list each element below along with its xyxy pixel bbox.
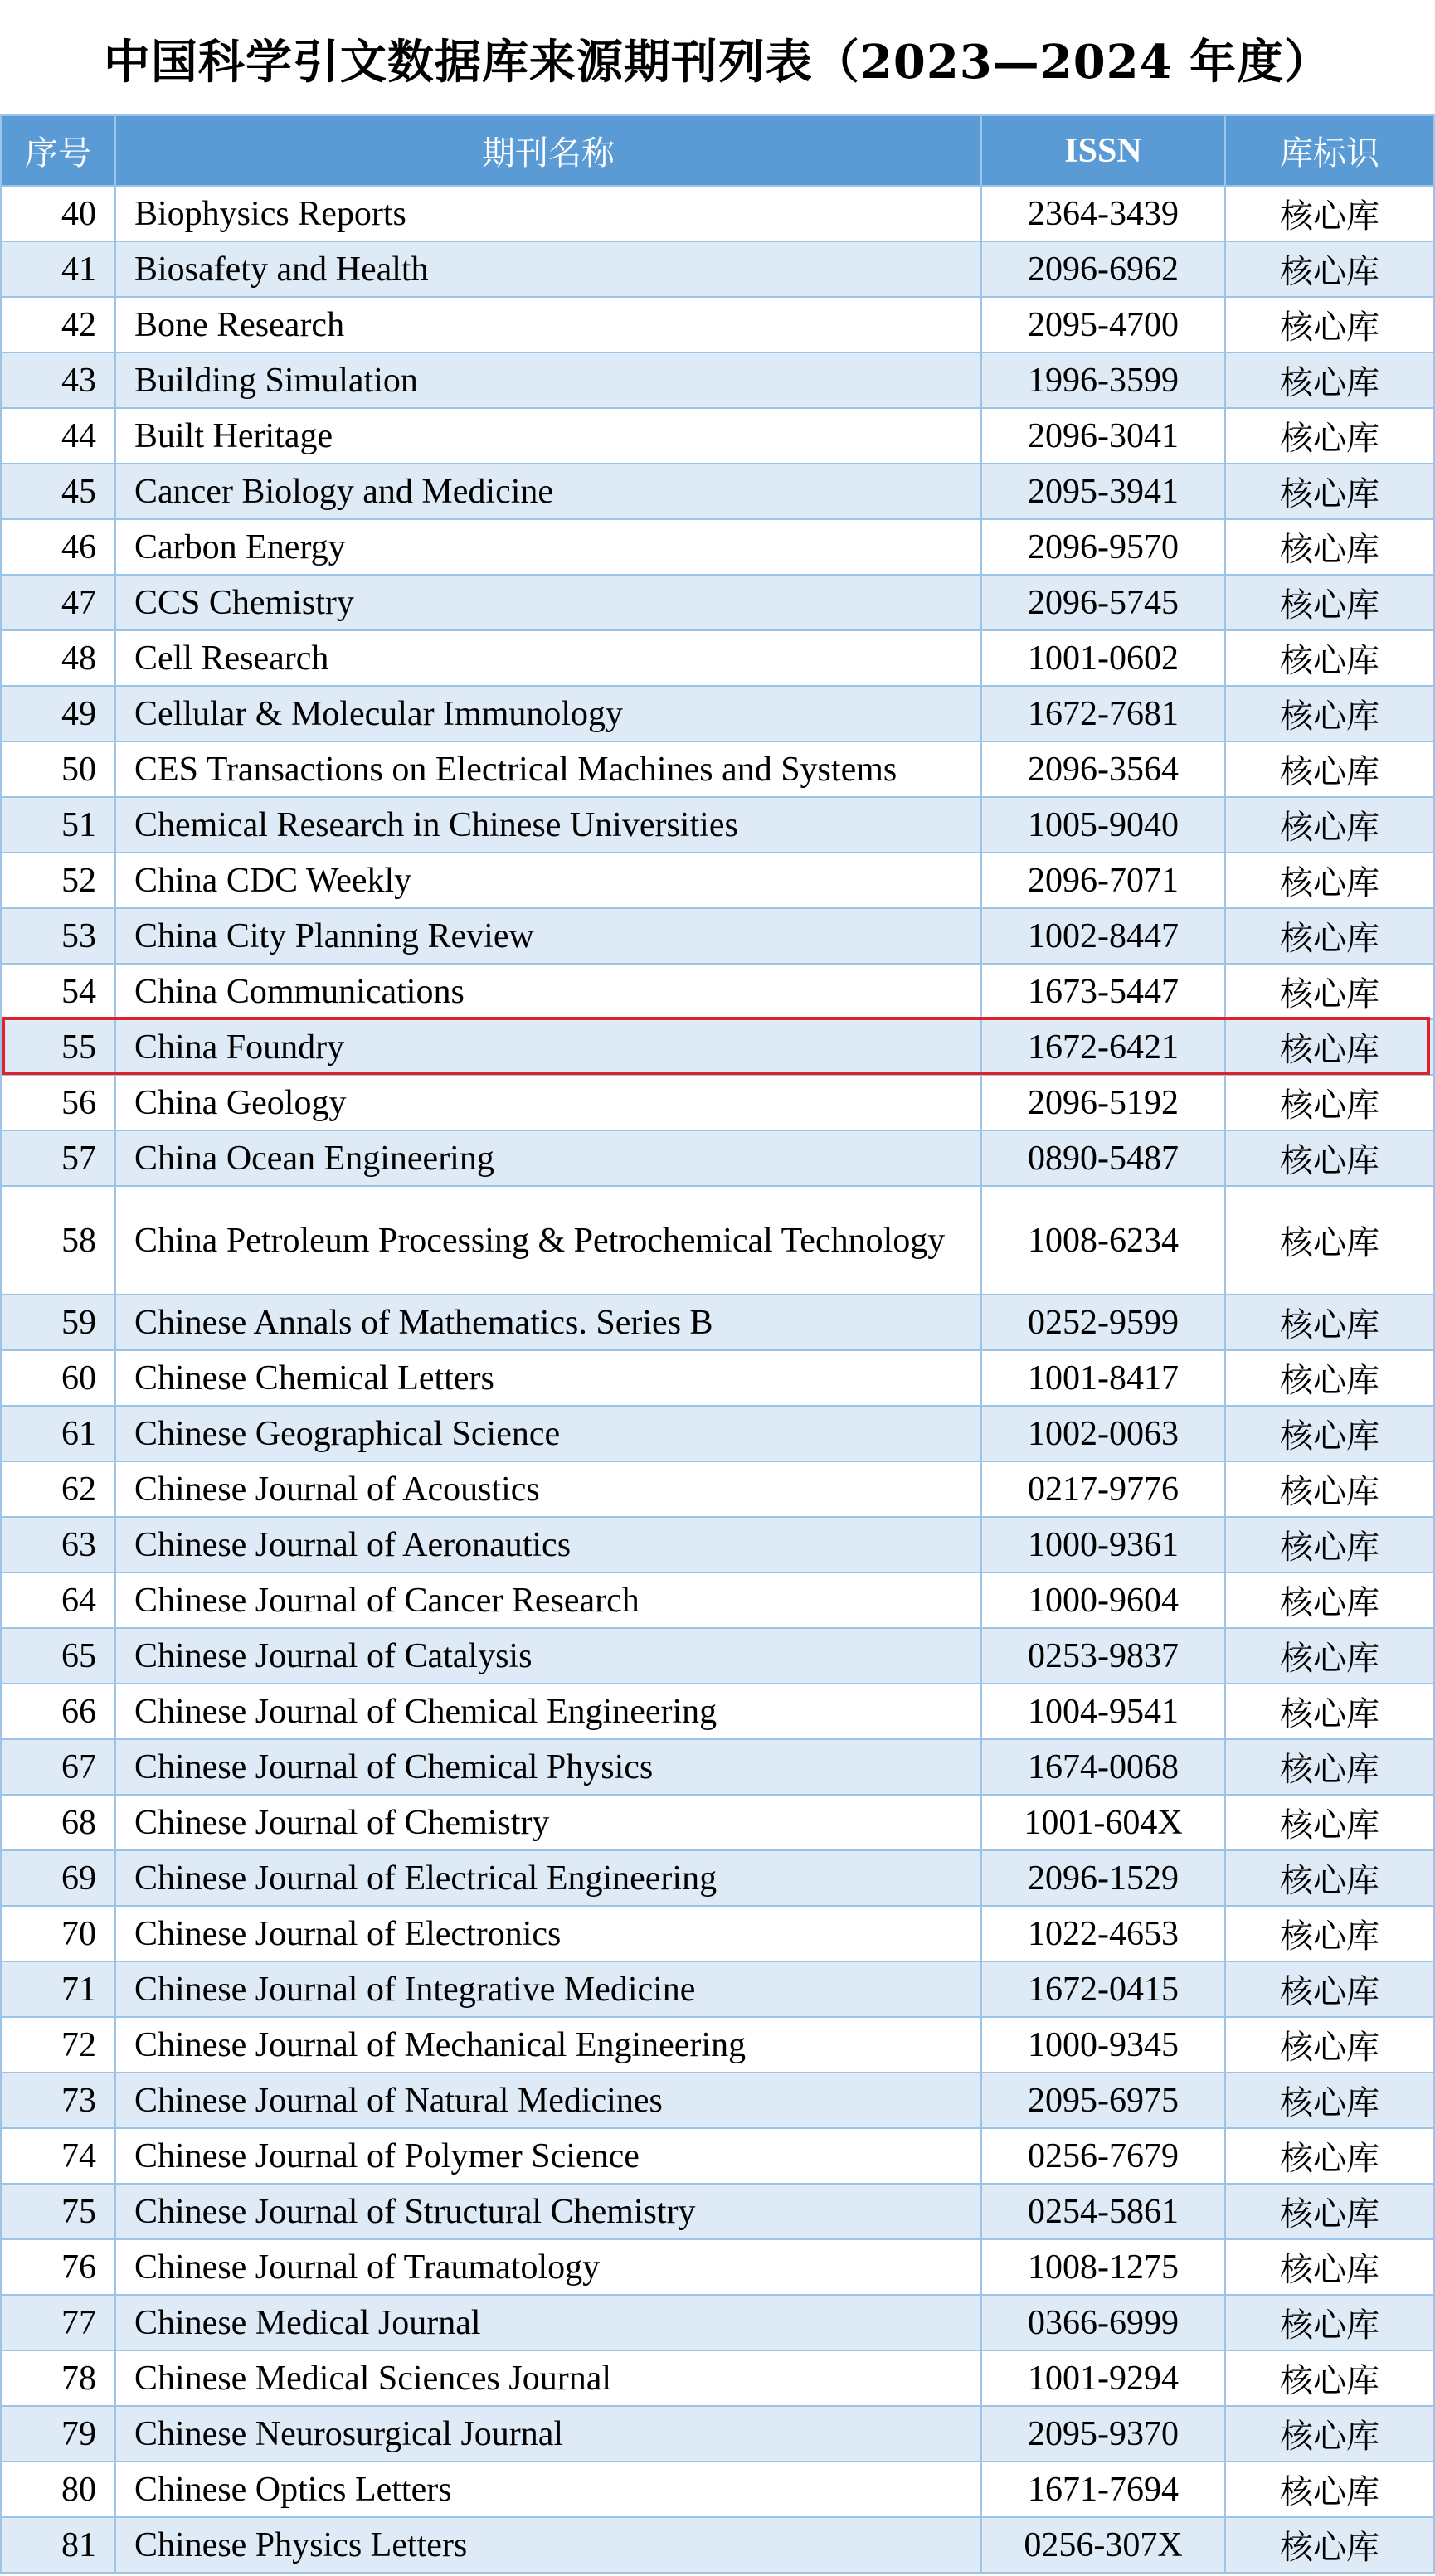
journal-issn: 0253-9837: [981, 1628, 1225, 1684]
journal-name: China Ocean Engineering: [115, 1130, 981, 1186]
table-row: [1, 1517, 1434, 1572]
library-tag: 核心库: [1225, 1019, 1434, 1075]
journal-name: Chinese Journal of Natural Medicines: [115, 2073, 981, 2128]
journal-issn: 1000-9345: [981, 2017, 1225, 2073]
journal-issn: 1005-9040: [981, 797, 1225, 853]
row-number: 62: [1, 1461, 115, 1517]
library-tag: 核心库: [1225, 519, 1434, 575]
row-number: 51: [1, 797, 115, 853]
library-tag: 核心库: [1225, 1350, 1434, 1406]
table-row: [1, 2406, 1434, 2462]
journal-name: Biosafety and Health: [115, 241, 981, 297]
journal-name: Chinese Medical Journal: [115, 2295, 981, 2350]
row-number: 65: [1, 1628, 115, 1684]
row-number: 80: [1, 2462, 115, 2517]
library-tag: 核心库: [1225, 1795, 1434, 1850]
row-number: 72: [1, 2017, 115, 2073]
library-tag: 核心库: [1225, 1906, 1434, 1961]
table-row: [1, 2239, 1434, 2295]
journal-name: Chinese Journal of Electronics: [115, 1906, 981, 1961]
row-number: 44: [1, 408, 115, 464]
library-tag: 核心库: [1225, 686, 1434, 741]
library-tag: 核心库: [1225, 2517, 1434, 2573]
row-number: 74: [1, 2128, 115, 2184]
journal-name: Chinese Journal of Integrative Medicine: [115, 1961, 981, 2017]
row-number: 47: [1, 575, 115, 630]
library-tag: 核心库: [1225, 1850, 1434, 1906]
journal-issn: 2096-5745: [981, 575, 1225, 630]
journal-issn: 2095-6975: [981, 2073, 1225, 2128]
journal-issn: 1008-1275: [981, 2239, 1225, 2295]
row-number: 70: [1, 1906, 115, 1961]
row-number: 78: [1, 2350, 115, 2406]
table-row: [1, 686, 1434, 741]
library-tag: 核心库: [1225, 2128, 1434, 2184]
row-number: 46: [1, 519, 115, 575]
journal-name: Chinese Journal of Chemical Engineering: [115, 1684, 981, 1739]
journal-name: Chinese Journal of Catalysis: [115, 1628, 981, 1684]
library-tag: 核心库: [1225, 2462, 1434, 2517]
journal-issn: 1001-0602: [981, 630, 1225, 686]
journal-name: Chemical Research in Chinese Universities: [115, 797, 981, 853]
journal-name: China Foundry: [115, 1019, 981, 1075]
table-row: [1, 1350, 1434, 1406]
journal-name: Biophysics Reports: [115, 186, 981, 241]
row-number: 43: [1, 352, 115, 408]
row-number: 41: [1, 241, 115, 297]
row-number: 52: [1, 853, 115, 908]
library-tag: 核心库: [1225, 1130, 1434, 1186]
row-number: 55: [1, 1019, 115, 1075]
library-tag: 核心库: [1225, 2017, 1434, 2073]
journal-name: Chinese Geographical Science: [115, 1406, 981, 1461]
row-number: 56: [1, 1075, 115, 1130]
library-tag: 核心库: [1225, 408, 1434, 464]
journal-issn: 1001-8417: [981, 1350, 1225, 1406]
journal-issn: 2095-3941: [981, 464, 1225, 519]
table-row: [1, 519, 1434, 575]
table-row: [1, 1295, 1434, 1350]
library-tag: 核心库: [1225, 2406, 1434, 2462]
journal-issn: 2096-3041: [981, 408, 1225, 464]
library-tag: 核心库: [1225, 186, 1434, 241]
table-row: [1, 741, 1434, 797]
journal-name: Chinese Journal of Electrical Engineering: [115, 1850, 981, 1906]
library-tag: 核心库: [1225, 630, 1434, 686]
journal-name: China Geology: [115, 1075, 981, 1130]
journal-name: Carbon Energy: [115, 519, 981, 575]
table-row: [1, 408, 1434, 464]
journal-issn: 1000-9361: [981, 1517, 1225, 1572]
table-row: [1, 1406, 1434, 1461]
journal-name: Chinese Optics Letters: [115, 2462, 981, 2517]
library-tag: 核心库: [1225, 297, 1434, 352]
journal-name: Chinese Journal of Structural Chemistry: [115, 2184, 981, 2239]
journal-name: Chinese Journal of Chemical Physics: [115, 1739, 981, 1795]
table-row: [1, 186, 1434, 241]
library-tag: 核心库: [1225, 1572, 1434, 1628]
page-title: 中国科学引文数据库来源期刊列表（2023—2024 年度）: [103, 35, 1332, 90]
row-number: 77: [1, 2295, 115, 2350]
row-number: 64: [1, 1572, 115, 1628]
journal-issn: 2095-4700: [981, 297, 1225, 352]
journal-issn: 1004-9541: [981, 1684, 1225, 1739]
table-row: [1, 2462, 1434, 2517]
table-body: [1, 186, 1434, 2573]
row-number: 49: [1, 686, 115, 741]
library-tag: 核心库: [1225, 1406, 1434, 1461]
journal-issn: 0256-7679: [981, 2128, 1225, 2184]
library-tag: 核心库: [1225, 1517, 1434, 1572]
column-header-library: 库标识: [1225, 115, 1434, 186]
row-number: 42: [1, 297, 115, 352]
row-number: 69: [1, 1850, 115, 1906]
journal-issn: 2096-7071: [981, 853, 1225, 908]
journal-name: Cellular & Molecular Immunology: [115, 686, 981, 741]
row-number: 68: [1, 1795, 115, 1850]
journal-issn: 1673-5447: [981, 964, 1225, 1019]
column-header-num: 序号: [1, 115, 115, 186]
journal-name: China Communications: [115, 964, 981, 1019]
library-tag: 核心库: [1225, 1295, 1434, 1350]
table-row: [1, 1461, 1434, 1517]
library-tag: 核心库: [1225, 2239, 1434, 2295]
journal-issn: 1002-0063: [981, 1406, 1225, 1461]
journal-issn: 0256-307X: [981, 2517, 1225, 2573]
journal-issn: 1001-604X: [981, 1795, 1225, 1850]
row-number: 48: [1, 630, 115, 686]
library-tag: 核心库: [1225, 2184, 1434, 2239]
journal-issn: 2364-3439: [981, 186, 1225, 241]
journal-name: China CDC Weekly: [115, 853, 981, 908]
table-row: [1, 2073, 1434, 2128]
library-tag: 核心库: [1225, 741, 1434, 797]
journal-name: Built Heritage: [115, 408, 981, 464]
library-tag: 核心库: [1225, 1628, 1434, 1684]
table-row: [1, 1075, 1434, 1130]
row-number: 73: [1, 2073, 115, 2128]
journal-name: Building Simulation: [115, 352, 981, 408]
row-number: 53: [1, 908, 115, 964]
row-number: 59: [1, 1295, 115, 1350]
library-tag: 核心库: [1225, 797, 1434, 853]
library-tag: 核心库: [1225, 1684, 1434, 1739]
library-tag: 核心库: [1225, 2295, 1434, 2350]
row-number: 67: [1, 1739, 115, 1795]
journal-issn: 1672-0415: [981, 1961, 1225, 2017]
table-row: [1, 1572, 1434, 1628]
library-tag: 核心库: [1225, 2073, 1434, 2128]
row-number: 81: [1, 2517, 115, 2573]
journal-issn: 0217-9776: [981, 1461, 1225, 1517]
row-number: 60: [1, 1350, 115, 1406]
row-number: 45: [1, 464, 115, 519]
library-tag: 核心库: [1225, 1739, 1434, 1795]
journal-issn: 2096-3564: [981, 741, 1225, 797]
row-number: 61: [1, 1406, 115, 1461]
table-row: [1, 1186, 1434, 1295]
row-number: 54: [1, 964, 115, 1019]
table-row: [1, 1130, 1434, 1186]
journal-name: Chinese Physics Letters: [115, 2517, 981, 2573]
column-header-issn: ISSN: [981, 115, 1225, 186]
journal-issn: 1671-7694: [981, 2462, 1225, 2517]
journal-name: Chinese Annals of Mathematics. Series B: [115, 1295, 981, 1350]
journal-issn: 1000-9604: [981, 1572, 1225, 1628]
row-number: 71: [1, 1961, 115, 2017]
row-number: 57: [1, 1130, 115, 1186]
journal-table: [0, 114, 1435, 2574]
row-number: 63: [1, 1517, 115, 1572]
row-number: 40: [1, 186, 115, 241]
journal-issn: 2096-6962: [981, 241, 1225, 297]
table-row: [1, 630, 1434, 686]
table-row: [1, 575, 1434, 630]
journal-name: CCS Chemistry: [115, 575, 981, 630]
table-row: [1, 1684, 1434, 1739]
table-header-row: [1, 115, 1434, 186]
journal-name: China Petroleum Processing & Petrochemical Technology: [115, 1186, 981, 1295]
journal-issn: 0366-6999: [981, 2295, 1225, 2350]
journal-issn: 1672-6421: [981, 1019, 1225, 1075]
row-number: 58: [1, 1186, 115, 1295]
journal-name: China City Planning Review: [115, 908, 981, 964]
column-header-name: 期刊名称: [115, 115, 981, 186]
journal-name: Chinese Chemical Letters: [115, 1350, 981, 1406]
table-row: [1, 1906, 1434, 1961]
row-number: 50: [1, 741, 115, 797]
table-row: [1, 297, 1434, 352]
table-row: [1, 1628, 1434, 1684]
table-row: [1, 1961, 1434, 2017]
library-tag: 核心库: [1225, 1186, 1434, 1295]
journal-issn: 1008-6234: [981, 1186, 1225, 1295]
journal-issn: 1001-9294: [981, 2350, 1225, 2406]
table-row: [1, 1739, 1434, 1795]
journal-issn: 1022-4653: [981, 1906, 1225, 1961]
table-row: [1, 2128, 1434, 2184]
row-number: 76: [1, 2239, 115, 2295]
journal-name: Chinese Journal of Acoustics: [115, 1461, 981, 1517]
library-tag: 核心库: [1225, 464, 1434, 519]
journal-name: Chinese Journal of Chemistry: [115, 1795, 981, 1850]
table-row: [1, 2295, 1434, 2350]
row-number: 75: [1, 2184, 115, 2239]
library-tag: 核心库: [1225, 853, 1434, 908]
journal-issn: 1674-0068: [981, 1739, 1225, 1795]
library-tag: 核心库: [1225, 575, 1434, 630]
table-row: [1, 464, 1434, 519]
journal-name: Chinese Medical Sciences Journal: [115, 2350, 981, 2406]
table-row: [1, 853, 1434, 908]
journal-issn: 2096-1529: [981, 1850, 1225, 1906]
journal-issn: 1002-8447: [981, 908, 1225, 964]
table-row: [1, 352, 1434, 408]
library-tag: 核心库: [1225, 964, 1434, 1019]
table-row: [1, 964, 1434, 1019]
journal-name: Chinese Journal of Traumatology: [115, 2239, 981, 2295]
table-row: [1, 797, 1434, 853]
table-row: [1, 2517, 1434, 2573]
journal-issn: 2096-9570: [981, 519, 1225, 575]
journal-issn: 1996-3599: [981, 352, 1225, 408]
journal-issn: 2096-5192: [981, 1075, 1225, 1130]
table-row: [1, 241, 1434, 297]
journal-issn: 1672-7681: [981, 686, 1225, 741]
library-tag: 核心库: [1225, 1961, 1434, 2017]
journal-name: Bone Research: [115, 297, 981, 352]
journal-name: CES Transactions on Electrical Machines and Systems: [115, 741, 981, 797]
library-tag: 核心库: [1225, 908, 1434, 964]
journal-name: Chinese Journal of Mechanical Engineering: [115, 2017, 981, 2073]
journal-name: Chinese Journal of Cancer Research: [115, 1572, 981, 1628]
table-row: [1, 1795, 1434, 1850]
table-row: [1, 2350, 1434, 2406]
journal-issn: 0890-5487: [981, 1130, 1225, 1186]
table-row: [1, 908, 1434, 964]
table-row: [1, 1850, 1434, 1906]
journal-name: Chinese Neurosurgical Journal: [115, 2406, 981, 2462]
journal-name: Cancer Biology and Medicine: [115, 464, 981, 519]
table-row: [1, 2184, 1434, 2239]
journal-name: Chinese Journal of Polymer Science: [115, 2128, 981, 2184]
table-row: [1, 1019, 1434, 1075]
library-tag: 核心库: [1225, 2350, 1434, 2406]
journal-name: Chinese Journal of Aeronautics: [115, 1517, 981, 1572]
table-row: [1, 2017, 1434, 2073]
journal-issn: 2095-9370: [981, 2406, 1225, 2462]
library-tag: 核心库: [1225, 241, 1434, 297]
row-number: 66: [1, 1684, 115, 1739]
journal-issn: 0254-5861: [981, 2184, 1225, 2239]
library-tag: 核心库: [1225, 352, 1434, 408]
library-tag: 核心库: [1225, 1075, 1434, 1130]
journal-issn: 0252-9599: [981, 1295, 1225, 1350]
journal-name: Cell Research: [115, 630, 981, 686]
library-tag: 核心库: [1225, 1461, 1434, 1517]
row-number: 79: [1, 2406, 115, 2462]
